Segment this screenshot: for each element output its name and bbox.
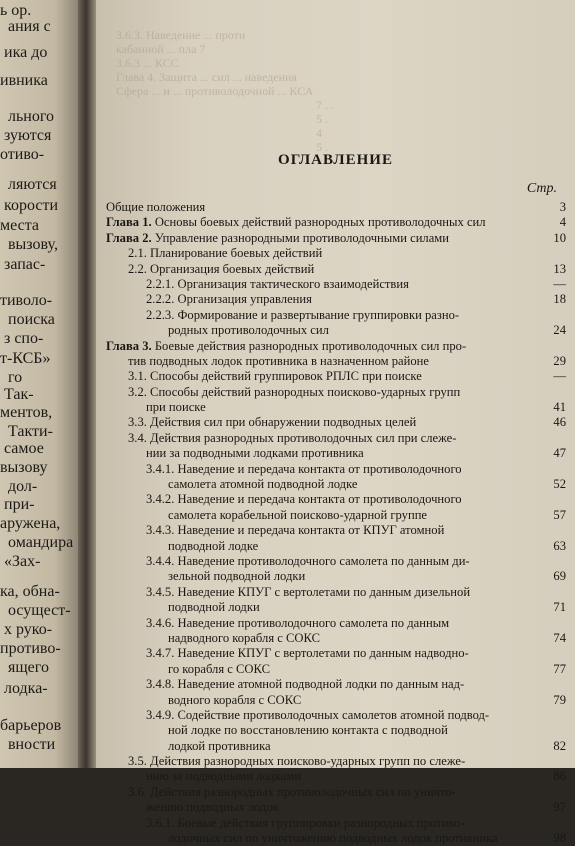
toc-row — [106, 831, 566, 846]
toc-entry — [146, 400, 206, 415]
toc-entry-text: 2.1. Планирование боевых действий — [128, 246, 323, 261]
toc-entry-text: го корабля с СОКС — [168, 661, 270, 676]
toc-entry-text: 3.4.8. Наведение атомной подводной лодки по данным над- — [146, 677, 465, 692]
toc-entry-text: 3.4.4. Наведение противолодочного самолета по данным ди- — [146, 553, 470, 568]
bleed-through-line: 5 . — [316, 112, 328, 126]
toc-entry — [146, 816, 465, 831]
toc-page-number: 29 — [553, 353, 566, 368]
left-page-text-fragment: вности — [8, 736, 56, 753]
toc-entry-text: при поиске — [146, 400, 206, 415]
toc-row — [106, 723, 566, 738]
left-page-text-fragment: корости — [4, 197, 59, 214]
table-of-contents — [106, 200, 566, 846]
toc-row — [106, 354, 566, 369]
toc-entry-text: 3.6. Действия разнородных противолодочных сил по уничто- — [128, 784, 456, 799]
toc-entry-text: водного корабля с СОКС — [168, 692, 302, 707]
toc-entry — [146, 523, 444, 538]
toc-entry — [146, 492, 462, 507]
toc-entry-text: 3.4.7. Наведение КПУГ с вертолетами по данным надводно- — [146, 646, 469, 661]
toc-page-number: 79 — [553, 692, 566, 707]
toc-page-number: 86 — [553, 769, 566, 784]
left-page-text-fragment: «Зах- — [4, 553, 41, 570]
toc-entry — [146, 708, 489, 723]
left-page-text-fragment: дол- — [8, 478, 38, 495]
chapter-label: Глава 3. — [106, 338, 152, 353]
left-page-text-fragment: запас- — [4, 256, 46, 273]
toc-row — [106, 631, 566, 646]
left-page-text-fragment: ментов, — [0, 404, 53, 421]
toc-entry — [146, 308, 459, 323]
toc-entry — [168, 539, 258, 554]
toc-entry-text: 3.6.1. Боевые действия группировки разнородных противо- — [146, 815, 465, 830]
toc-page-number: 46 — [553, 415, 566, 430]
toc-entry — [106, 339, 466, 354]
left-page-text-fragment: ляются — [8, 176, 57, 193]
bleed-through-line: Глава 4. Защита ... сил ... наведения — [116, 70, 297, 84]
left-page-text-fragment: вызову, — [8, 236, 58, 253]
toc-entry-text: 3.4.6. Наведение противолодочного самолета по данным — [146, 615, 450, 630]
toc-row — [106, 508, 566, 523]
toc-page-number: 13 — [553, 261, 566, 276]
toc-entry — [146, 800, 279, 815]
toc-row — [106, 785, 566, 800]
left-page-text-fragment: самое — [4, 440, 44, 457]
toc-entry-text: 3.4.9. Содействие противолодочных самолетов атомной подвод- — [146, 707, 490, 722]
left-page-text-fragment: з спо- — [4, 330, 44, 347]
toc-entry — [168, 723, 448, 738]
toc-entry-text: надводного корабля с СОКС — [168, 630, 320, 645]
toc-entry-text: 3.3. Действия сил при обнаружении подводных целей — [128, 415, 417, 430]
toc-entry — [128, 385, 460, 400]
toc-entry — [128, 262, 314, 277]
toc-row — [106, 585, 566, 600]
left-page-text-fragment: х руко- — [4, 621, 53, 638]
toc-entry — [146, 677, 464, 692]
toc-row — [106, 708, 566, 723]
bleed-through-line: 3.6.3. Наведение ... проти — [116, 28, 246, 42]
toc-entry — [168, 631, 320, 646]
bleed-through-line: 4 — [316, 126, 322, 140]
toc-entry-text: 2.2. Организация боевых действий — [128, 261, 315, 276]
toc-row — [106, 400, 566, 415]
left-page-text-fragment: льного — [8, 108, 55, 125]
toc-entry-text: Боевые действия разнородных противолодочных сил про- — [154, 338, 467, 353]
toc-entry-text: 2.2.3. Формирование и развертывание группировки разно- — [146, 307, 460, 322]
toc-entry — [146, 462, 462, 477]
toc-entry-text: 3.1. Способы действий группировок РПЛС при поиске — [128, 369, 422, 384]
toc-entry — [128, 431, 456, 446]
bleed-through-line: Сфера ... и ... противолодочной ... КСА — [116, 84, 314, 98]
toc-page-number: 24 — [553, 323, 566, 338]
toc-entry — [168, 600, 260, 615]
toc-entry-text: самолета корабельной поисково-ударной группе — [168, 507, 428, 522]
toc-row — [106, 477, 566, 492]
left-page-text-fragment: аружена, — [0, 515, 61, 532]
page-column-header: Стр. — [526, 181, 557, 196]
toc-page-number: 69 — [553, 569, 566, 584]
toc-entry — [128, 369, 422, 384]
toc-entry — [146, 616, 449, 631]
toc-page-number: 82 — [553, 738, 566, 753]
toc-entry — [168, 831, 498, 846]
toc-entry-text: 3.5. Действия разнородных поисково-ударных групп по слеже- — [128, 754, 466, 769]
toc-entry-text: Общие положения — [106, 200, 206, 214]
toc-row — [106, 769, 566, 784]
left-page-fragment — [0, 0, 78, 768]
toc-entry — [146, 646, 469, 661]
left-page-text-fragment: зуются — [4, 127, 52, 144]
toc-entry — [146, 554, 470, 569]
bleed-through-text — [116, 28, 556, 154]
toc-page-number: — — [553, 276, 566, 291]
toc-row — [106, 385, 566, 400]
toc-entry — [168, 508, 427, 523]
left-page-text-fragment: ивника — [0, 72, 48, 89]
left-page-text-fragment: Так- — [4, 386, 34, 403]
toc-row — [106, 369, 566, 384]
book-gutter — [78, 0, 96, 768]
toc-entry-text: лодкой противника — [168, 738, 271, 753]
toc-page-number: 52 — [553, 477, 566, 492]
toc-entry-text: 2.2.1. Организация тактического взаимодействия — [146, 276, 409, 291]
toc-entry-text: зельной подводной лодки — [168, 569, 306, 584]
toc-row — [106, 215, 566, 230]
toc-row — [106, 523, 566, 538]
toc-entry — [146, 585, 470, 600]
toc-row — [106, 231, 566, 246]
toc-entry-text: ной лодке по восстановлению контакта с подводной — [168, 723, 448, 738]
toc-page-number: 71 — [553, 600, 566, 615]
right-page — [96, 0, 575, 846]
toc-row — [106, 446, 566, 461]
chapter-label: Глава 2. — [106, 230, 152, 245]
toc-row — [106, 277, 566, 292]
toc-row — [106, 462, 566, 477]
toc-entry-text: 3.4.3. Наведение и передача контакта от КПУГ атомной — [146, 523, 445, 538]
toc-entry — [146, 292, 312, 307]
toc-row — [106, 339, 566, 354]
left-page-text-fragment: при- — [4, 496, 35, 513]
toc-entry — [128, 246, 322, 261]
left-page-text-fragment: поиска — [8, 311, 55, 328]
toc-page-number: 3 — [559, 200, 566, 214]
toc-page-number: 18 — [553, 292, 566, 307]
left-page-text-fragment: ь ор. — [0, 2, 32, 19]
toc-entry-text: 2.2.2. Организация управления — [146, 292, 312, 307]
toc-row — [106, 662, 566, 677]
toc-entry-text: подводной лодки — [168, 600, 260, 615]
left-page-text-fragment: ика до — [4, 44, 48, 61]
left-page-text-fragment: вызову — [0, 459, 48, 476]
toc-row — [106, 246, 566, 261]
toc-entry — [128, 785, 456, 800]
left-page-text-fragment: омандира — [8, 534, 74, 551]
toc-row — [106, 539, 566, 554]
toc-entry — [106, 215, 486, 230]
toc-row — [106, 800, 566, 815]
toc-entry-text: жению подводных лодок — [146, 800, 280, 815]
toc-entry — [106, 231, 449, 246]
toc-row — [106, 600, 566, 615]
toc-entry-text: 3.4. Действия разнородных противолодочных сил при слеже- — [128, 430, 457, 445]
toc-row — [106, 677, 566, 692]
toc-page-number: 63 — [553, 538, 566, 553]
toc-row — [106, 754, 566, 769]
left-page-text-fragment: лодка- — [4, 680, 48, 697]
toc-row — [106, 292, 566, 307]
toc-entry — [128, 354, 429, 369]
toc-page-number: 10 — [553, 230, 566, 245]
toc-entry-text: самолета атомной подводной лодке — [168, 477, 358, 492]
toc-row — [106, 492, 566, 507]
toc-row — [106, 200, 566, 215]
left-page-text-fragment: противо- — [0, 640, 61, 657]
left-page-text-fragment: го — [8, 369, 23, 386]
toc-entry-text: 3.4.1. Наведение и передача контакта от противолодочного — [146, 461, 462, 476]
toc-page-number: 41 — [553, 400, 566, 415]
bleed-through-line: 7 . . — [316, 98, 334, 112]
left-page-text-fragment: отиво- — [0, 146, 45, 163]
toc-page-number: 98 — [553, 831, 566, 846]
toc-entry-text: 3.4.2. Наведение и передача контакта от противолодочного — [146, 492, 462, 507]
toc-row — [106, 431, 566, 446]
toc-row — [106, 415, 566, 430]
chapter-label: Глава 1. — [106, 215, 152, 230]
toc-row — [106, 569, 566, 584]
toc-row — [106, 816, 566, 831]
toc-row — [106, 323, 566, 338]
toc-entry — [168, 323, 329, 338]
toc-entry-text: 3.2. Способы действий разнородных поисково-ударных групп — [128, 384, 461, 399]
toc-entry-text: 3.4.5. Наведение КПУГ с вертолетами по данным дизельной — [146, 584, 471, 599]
toc-entry — [146, 277, 409, 292]
toc-entry-text: тив подводных лодок противника в назначенном районе — [128, 353, 430, 368]
toc-page-number: — — [553, 369, 566, 384]
toc-entry-text: подводной лодке — [168, 538, 259, 553]
left-page-text-fragment: тиволо- — [0, 292, 53, 309]
toc-entry — [168, 569, 305, 584]
toc-row — [106, 693, 566, 708]
toc-page-number: 47 — [553, 446, 566, 461]
bleed-through-line: 3.6.3 ... КСС — [116, 56, 179, 70]
left-page-text-fragment: Такти- — [8, 423, 53, 440]
toc-entry-text: Основы боевых действий разнородных противолодочных сил — [154, 215, 486, 230]
left-page-text-fragment: ящего — [8, 659, 49, 676]
toc-entry — [146, 769, 301, 784]
toc-entry — [168, 662, 270, 677]
toc-entry — [168, 693, 301, 708]
toc-entry-text: нии за подводными лодками противника — [146, 446, 364, 461]
toc-row — [106, 616, 566, 631]
left-page-text-fragment: барьеров — [0, 717, 62, 734]
toc-page-number: 77 — [553, 661, 566, 676]
left-page-text-fragment: места — [0, 217, 40, 234]
left-page-text-fragment: осущест- — [8, 602, 71, 619]
toc-row — [106, 554, 566, 569]
toc-page-number: 74 — [553, 630, 566, 645]
toc-entry — [168, 477, 357, 492]
toc-entry — [106, 200, 205, 215]
left-page-text-fragment: т-КСБ» — [0, 350, 51, 367]
toc-entry — [128, 415, 416, 430]
toc-entry — [146, 446, 364, 461]
toc-page-number: 4 — [559, 215, 566, 230]
page-title: ОГЛАВЛЕНИЕ — [278, 152, 393, 168]
left-page-text-fragment: ания с — [8, 18, 51, 35]
toc-row — [106, 739, 566, 754]
toc-entry-text: Управление разнородными противолодочными силами — [154, 230, 450, 245]
bleed-through-line: 5 . — [316, 140, 328, 154]
toc-entry — [168, 739, 271, 754]
toc-entry-text: родных противолодочных сил — [168, 323, 329, 338]
toc-row — [106, 262, 566, 277]
toc-entry-text: лодочных сил по уничтожению подводных лодок противника — [168, 831, 498, 846]
toc-entry-text: нию за подводными лодками — [146, 769, 301, 784]
bleed-through-line: кабанной ... пла 7 — [116, 42, 206, 56]
left-page-text-fragment: ка, обна- — [0, 583, 60, 600]
toc-row — [106, 308, 566, 323]
toc-row — [106, 646, 566, 661]
toc-entry — [128, 754, 465, 769]
toc-page-number: 57 — [553, 507, 566, 522]
toc-page-number: 97 — [553, 800, 566, 815]
